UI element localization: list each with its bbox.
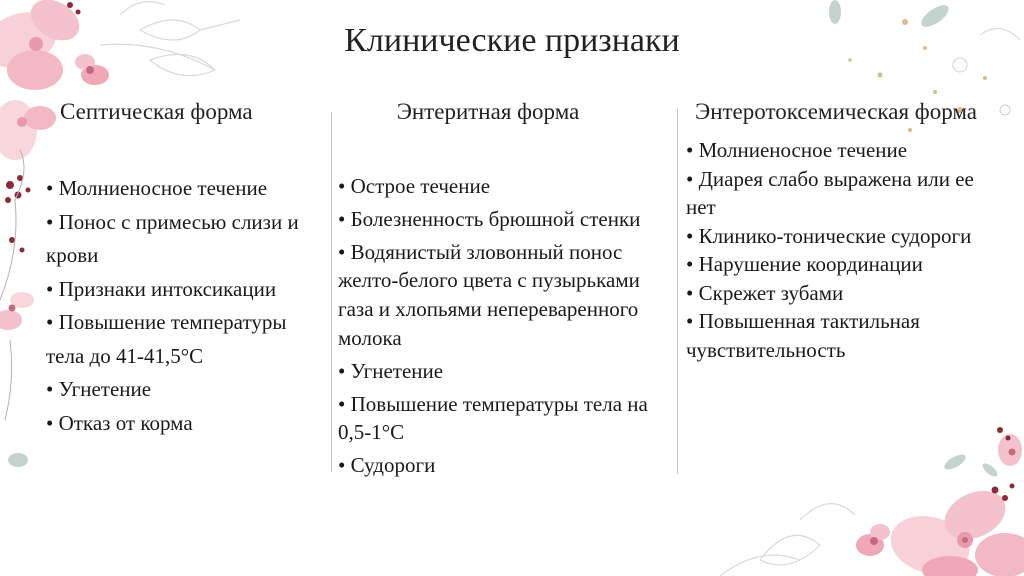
- list-item: • Признаки интоксикации: [46, 273, 326, 307]
- flower-bottom-right: [856, 434, 1024, 576]
- list-item: • Скрежет зубами: [686, 279, 1006, 308]
- list-item: • Водянистый зловонный понос желто-белого цвета с пузырьками газа и хлопьями непереваренного молока: [338, 238, 668, 353]
- list-item: • Нарушение координации: [686, 250, 1006, 279]
- column-divider-right: [677, 108, 678, 474]
- column-title: Септическая форма: [60, 99, 253, 124]
- column-enteritic-form: [338, 96, 668, 484]
- column-divider-left: [331, 112, 332, 472]
- column-septic-form: [46, 96, 326, 440]
- list-item: • Болезненность брюшной стенки: [338, 205, 668, 234]
- symptom-list: [46, 172, 326, 440]
- list-item: • Повышенная тактильная чувствительность: [686, 307, 1006, 364]
- symptom-list: [686, 136, 1006, 364]
- stems-left: [0, 150, 24, 420]
- list-item: • Судороги: [338, 451, 668, 480]
- column-title: Энтеротоксемическая форма: [695, 99, 977, 124]
- list-item: • Понос с примесью слизи и крови: [46, 206, 326, 273]
- leaf-outlines-bottom-right: [720, 504, 855, 576]
- list-item: • Повышение температуры тела до 41-41,5°С: [46, 306, 326, 373]
- column-title: Энтеритная форма: [396, 99, 580, 124]
- list-item: • Острое течение: [338, 172, 668, 201]
- list-item: • Повышение температуры тела на 0,5-1°С: [338, 390, 668, 448]
- leaves-bottom-right: [942, 452, 999, 479]
- flower-left-lower: [0, 292, 34, 467]
- slide-title: Клинические признаки: [344, 22, 680, 59]
- symptom-list: [338, 172, 668, 480]
- list-item: • Отказ от корма: [46, 407, 326, 441]
- list-item: • Молниеносное течение: [46, 172, 326, 206]
- list-item: • Угнетение: [46, 373, 326, 407]
- list-item: • Молниеносное течение: [686, 136, 1006, 165]
- list-item: • Диарея слабо выражена или ее нет: [686, 165, 1006, 222]
- list-item: • Угнетение: [338, 357, 668, 386]
- column-enterotoxemic-form: [686, 96, 1006, 364]
- list-item: • Клинико-тонические судороги: [686, 222, 1006, 251]
